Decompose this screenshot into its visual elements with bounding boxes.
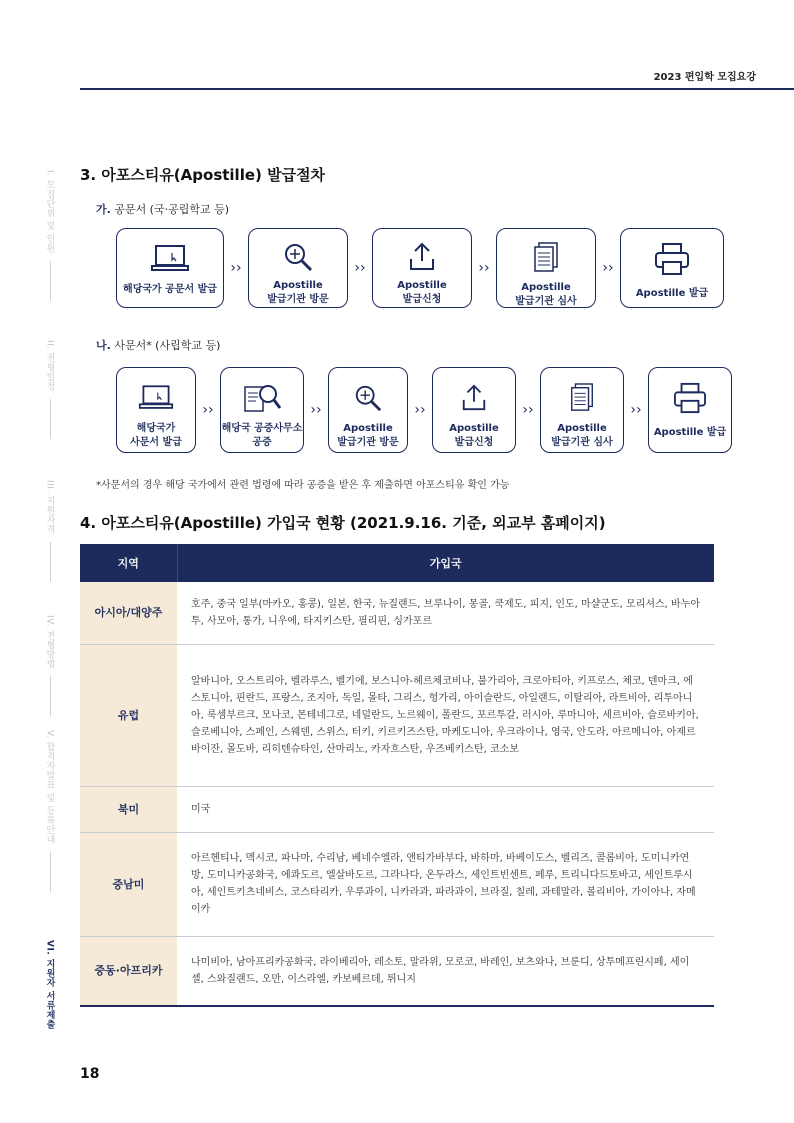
- magnifier-icon: [282, 241, 314, 273]
- documents-icon: [531, 241, 561, 275]
- side-chapter-nav: [40, 160, 60, 1040]
- flow-step-label: Apostille 발급기관 방문: [337, 423, 399, 448]
- side-item-label: IV. 전형방법: [44, 615, 55, 669]
- table-row: [80, 936, 714, 1006]
- flow-step: [328, 367, 408, 453]
- countries-cell: 알바니아, 오스트리아, 벨라루스, 벨기에, 보스니아-헤르체코비나, 불가리아, 크로아티아, 키프로스, 체코, 덴마크, 에스토니아, 핀란드, 프랑스, 조지아, 독일, 몰타, 그리스, 헝가리, 아이슬란드, 아일랜드, 이탈리아, 라트비아, 리투아니아, 룩셈부르크, 모나코, 몬테네그로, 네덜란드, 노르웨이, 폴란드, 포르투갈, 러시아, 루마니아, 세르비아, 슬로바키아, 슬로베니아, 스페인, 스웨덴, 스위스, 터키, 키르키즈스탄, 마케도니아, 우크라이나, 영국, 안도라, 아르메니아, 아제르바이잔, 몰도바, 리히텐슈타인, 산마리노, 카자흐스탄, 우즈베키스탄, 코소보: [177, 644, 714, 786]
- side-item-label: V. 합격자발표 및 등록안내: [44, 730, 55, 844]
- side-item-2[interactable]: [40, 340, 60, 439]
- section-4-title: 4. 아포스티유(Apostille) 가입국 현황 (2021.9.16. 기준, 외교부 홈페이지): [80, 514, 606, 532]
- table-row: [80, 832, 714, 936]
- upload-icon: [407, 241, 437, 273]
- side-divider: [50, 261, 51, 301]
- flow-step: [648, 367, 732, 453]
- sub-text: 공문서 (국·공립학교 등): [114, 203, 230, 216]
- flow-step: [220, 367, 304, 453]
- flow-step-label: Apostille 발급기관 방문: [267, 280, 329, 305]
- side-item-label: III. 지원자격: [44, 480, 55, 535]
- side-divider: [50, 676, 51, 716]
- flow-step: [116, 367, 196, 453]
- side-item-label: VI. 지원자 서류제출: [44, 940, 55, 1029]
- countries-cell: 미국: [177, 786, 714, 832]
- chevron-right-icon: ››: [602, 260, 614, 276]
- side-divider: [50, 399, 51, 439]
- printer-icon: [653, 241, 691, 277]
- side-divider: [50, 852, 51, 892]
- countries-cell: 호주, 중국 일부(마카오, 홍콩), 일본, 한국, 뉴질랜드, 브루나이, 몽골, 쿡제도, 피지, 인도, 마샬군도, 모리셔스, 바누아투, 사모아, 통가, 니우에, 타지키스탄, 필리핀, 싱가포르: [177, 582, 714, 644]
- flow-step-label: Apostille 발급기관 심사: [551, 423, 613, 448]
- flow-step: [620, 228, 724, 308]
- region-cell: 유럽: [80, 644, 177, 786]
- flow-public-document: [116, 228, 724, 308]
- flow-step: [116, 228, 224, 308]
- flow-step: [372, 228, 472, 308]
- countries-cell: 나미비아, 남아프리카공화국, 라이베리아, 레소토, 말라위, 모로코, 바레인, 보츠와나, 브룬디, 상투메프린시페, 세이셸, 스와질랜드, 오만, 이스라엘, 카보베르데, 튀니지: [177, 936, 714, 1006]
- flow-step-label: Apostille 발급신청: [449, 423, 499, 448]
- sub-marker: 가.: [96, 203, 111, 216]
- flow-step: [540, 367, 624, 453]
- flow-step: [432, 367, 516, 453]
- private-document-note: *사문서의 경우 해당 국가에서 관련 법령에 따라 공증을 받은 후 제출하면 아포스티유 확인 가능: [96, 480, 510, 491]
- chevron-right-icon: ››: [414, 402, 426, 418]
- side-item-3[interactable]: [40, 480, 60, 582]
- side-divider: [50, 542, 51, 582]
- chevron-right-icon: ››: [202, 402, 214, 418]
- flow-step-label: 해당국 공증사무소 공증: [221, 423, 303, 448]
- laptop-icon: [138, 380, 174, 416]
- documents-icon: [568, 380, 596, 416]
- sub-text: 사문서* (사립학교 등): [114, 339, 221, 352]
- flow-step-label: Apostille 발급: [635, 288, 709, 299]
- flow-step-label: Apostille 발급: [653, 427, 727, 438]
- flow-step-label: 해당국가 사문서 발급: [130, 423, 182, 448]
- side-item-4[interactable]: [40, 615, 60, 716]
- notary-document-icon: [242, 380, 282, 416]
- region-cell: 중동·아프리카: [80, 936, 177, 1006]
- magnifier-icon: [353, 380, 383, 416]
- side-item-1[interactable]: [40, 170, 60, 301]
- column-header-countries: 가입국: [177, 544, 714, 582]
- chevron-right-icon: ››: [354, 260, 366, 276]
- section-3-title: 3. 아포스티유(Apostille) 발급절차: [80, 166, 326, 184]
- table-row: [80, 582, 714, 644]
- flow-private-document: [116, 367, 732, 453]
- side-item-label: II. 전형일정: [44, 340, 55, 392]
- upload-icon: [460, 380, 488, 416]
- printer-icon: [672, 380, 708, 416]
- flow-step: [248, 228, 348, 308]
- column-header-region: 지역: [80, 544, 177, 582]
- countries-cell: 아르헨티나, 멕시코, 파나마, 수리남, 베네수엘라, 앤티가바부다, 바하마, 바베이도스, 벨리즈, 콜롬비아, 도미니카연방, 도미니카공화국, 에콰도르, 엘살바도르, 그라나다, 온두라스, 세인트빈센트, 페루, 트리니다드토바고, 세인트루시아, 세인트키츠네비스, 코스타리카, 우루과이, 니카라과, 파라과이, 브라질, 칠레, 과테말라, 볼리비아, 가이아나, 자메이카: [177, 832, 714, 936]
- apostille-member-table: [80, 544, 714, 1007]
- table-header-row: [80, 544, 714, 582]
- flow-step-label: Apostille 발급기관 심사: [515, 282, 577, 307]
- chevron-right-icon: ››: [630, 402, 642, 418]
- flow-step: [496, 228, 596, 308]
- side-item-label: I. 모집단위 및 인원: [44, 170, 55, 254]
- chevron-right-icon: ››: [230, 260, 242, 276]
- side-item-6[interactable]: [40, 940, 60, 1029]
- document-title: 2023 편입학 모집요강: [653, 72, 756, 83]
- chevron-right-icon: ››: [310, 402, 322, 418]
- region-cell: 북미: [80, 786, 177, 832]
- sub-title-b: [96, 337, 220, 353]
- region-cell: 아시아/대양주: [80, 582, 177, 644]
- page-number: 18: [80, 1066, 100, 1082]
- chevron-right-icon: ››: [478, 260, 490, 276]
- flow-step-label: 해당국가 공문서 발급: [123, 284, 217, 295]
- header-divider: [80, 88, 794, 90]
- sub-title-a: [96, 201, 229, 217]
- table-row: [80, 786, 714, 832]
- side-item-5[interactable]: [40, 730, 60, 892]
- chevron-right-icon: ››: [522, 402, 534, 418]
- laptop-icon: [150, 241, 190, 277]
- sub-marker: 나.: [96, 339, 111, 352]
- table-row: [80, 644, 714, 786]
- region-cell: 중남미: [80, 832, 177, 936]
- flow-step-label: Apostille 발급신청: [397, 280, 447, 305]
